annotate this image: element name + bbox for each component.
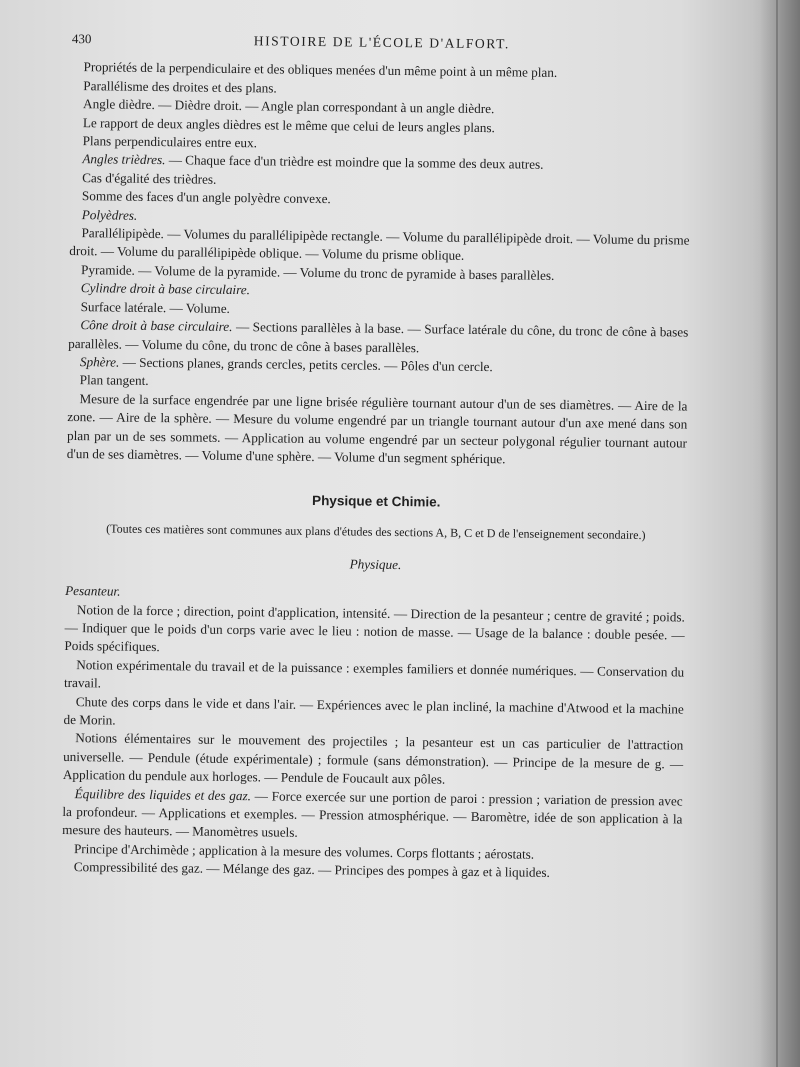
paragraph-pyramid: Pyramide. — Volume de la pyramide. — Volume du tronc de pyramide à bases parallèles.	[80, 262, 555, 283]
page-number: 430	[71, 30, 92, 47]
page-text	[62, 30, 692, 884]
fluids-heading: Équilibre des liquides et des gaz.	[74, 785, 252, 803]
subheading-physics: Physique.	[349, 556, 402, 572]
sphere-text: — Sections planes, grands cercles, petits cercles. — Pôles d'un cercle.	[119, 354, 493, 375]
page-edge-shadow	[760, 0, 800, 1067]
paragraph-trihedral-equality: Cas d'égalité des trièdres.	[82, 169, 217, 187]
paragraph-projectiles: Notions élémentaires sur le mouvement des projectiles ; la pesanteur est un cas particulier de l'attraction universelle. — Pendule (étude expérimentale) ; formule (sans démonstration). — Principe de la mesure de g. — Application du pendule aux horloges. — Pendule de Foucault aux pôles.	[62, 730, 684, 787]
paragraph-fluids	[62, 785, 683, 848]
section-title-physics-chemistry: Physique et Chimie.	[312, 493, 441, 510]
paragraph-dihedral-ratio: Le rapport de deux angles dièdres est le même que celui de leurs angles plans.	[82, 114, 495, 135]
paragraph-falling-bodies: Chute des corps dans le vide et dans l'air. — Expériences avec le plan incliné, la machine d'Atwood et la machine de Morin.	[63, 693, 684, 728]
paragraph-archimedes: Principe d'Archimède ; application à la mesure des volumes. Corps flottants ; aérostats.	[73, 840, 535, 862]
paragraph-dihedral: Angle dièdre. — Dièdre droit. — Angle plan correspondant à un angle dièdre.	[83, 96, 495, 117]
page-header	[72, 30, 692, 56]
cone-heading: Cône droit à base circulaire.	[80, 317, 233, 335]
paragraph-work: Notion expérimentale du travail et de la puissance : exemples familiers et donnée numériques. — Conservation du travail.	[63, 656, 685, 691]
heading-polyhedra: Polyèdres.	[81, 206, 138, 223]
page-edge-line	[776, 0, 778, 1067]
heading-cylinder: Cylindre droit à base circulaire.	[80, 280, 251, 298]
paragraph-perpendicular-planes: Plans perpendiculaires entre eux.	[82, 133, 258, 151]
cone-text: — Sections parallèles à la base. — Surface latérale du cône, du tronc de cône à bases parallèles. — Volume du cône, du tronc de cône à bases parallèles.	[68, 319, 689, 355]
paragraph-parallelism: Parallélisme des droites et des plans.	[83, 77, 277, 96]
fluids-text: — Force exercée sur une portion de paroi : pression ; variation de pression avec la profondeur. — Applications et exemples. — Pression atmosphérique. — Baromètre, idée de son application à la mesure des hauteurs. — Manomètres usuels.	[62, 787, 683, 841]
paragraph-tangent-plane: Plan tangent.	[79, 372, 149, 389]
paragraph-force: Notion de la force ; direction, point d'application, intensité. — Direction de la pesanteur ; centre de gravité ; poids. — Indiquer que le poids d'un corps varie avec le lieu : notion de masse. — Usage de la balance : double pesée. — Poids spécifiques.	[64, 601, 685, 655]
paragraph-gas-compressibility: Compressibilité des gaz. — Mélange des gaz. — Principes des pompes à gaz et à liquides.	[73, 859, 550, 881]
paragraph-perpendicular: Propriétés de la perpendiculaire et des obliques menées d'un même point à un même plan.	[83, 59, 558, 81]
section-note: (Toutes ces matières sont communes aux plans d'études des sections A, B, C et D de l'enseignement secondaire.)	[106, 521, 646, 542]
paragraph-parallelepiped: Parallélipipède. — Volumes du parallélipipède rectangle. — Volume du parallélipipède droit. — Volume du prisme droit. — Volume du parallélipipède oblique. — Volume du prisme oblique.	[69, 225, 690, 264]
sphere-heading: Sphère.	[79, 354, 120, 370]
paragraph-surface-measure: Mesure de la surface engendrée par une ligne brisée régulière tournant autour d'un de ses diamètres. — Aire de la zone. — Aire de la sphère. — Mesure du volume engendré par un triangle tournant autour d'un axe mené dans son plan par un de ses sommets. — Application au volume engendré par un secteur polygonal régulier tournant autour d'un de ses diamètres. — Volume d'une sphère. — Volume d'un segment sphérique.	[66, 390, 688, 467]
trihedral-heading: Angles trièdres.	[82, 151, 166, 168]
paragraph-polyhedral-angle: Somme des faces d'un angle polyèdre convexe.	[81, 188, 331, 207]
running-title: HISTOIRE DE L'ÉCOLE D'ALFORT.	[253, 33, 511, 52]
heading-gravity: Pesanteur.	[65, 583, 121, 599]
paragraph-cylinder: Surface latérale. — Volume.	[80, 298, 231, 316]
trihedral-text: — Chaque face d'un trièdre est moindre que la somme des deux autres.	[165, 152, 544, 173]
